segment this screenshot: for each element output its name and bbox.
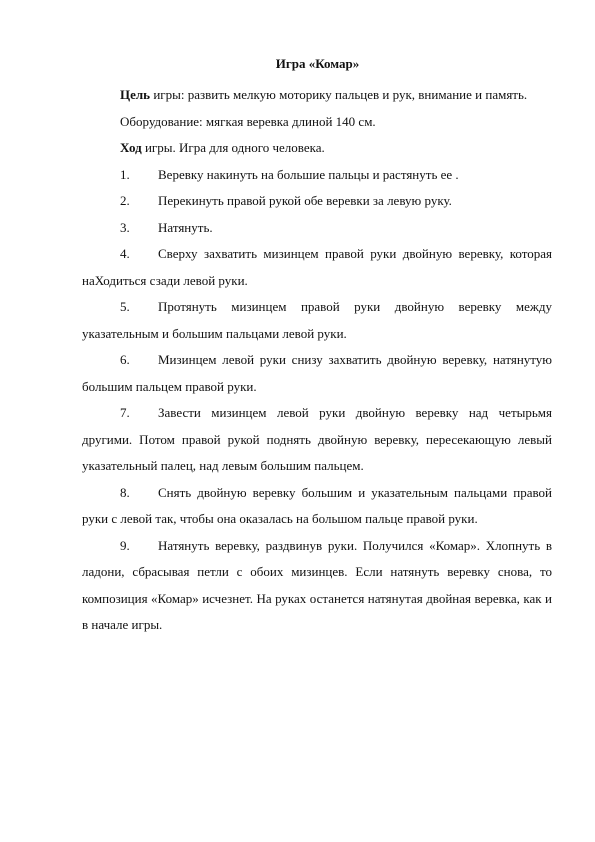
step-text: Веревку накинуть на большие пальцы и растянуть ее . xyxy=(158,166,459,182)
step-item xyxy=(82,480,552,533)
goal-paragraph xyxy=(82,82,552,109)
procedure-text: игры. Игра для одного человека. xyxy=(141,140,325,155)
document-title: Игра «Комар» xyxy=(275,56,360,71)
step-text: Натянуть. xyxy=(158,219,213,235)
step-item xyxy=(82,400,552,480)
step-number: 1. xyxy=(120,166,130,182)
step-text: Снять двойную веревку большим и указательным пальцами правой руки с левой так, чтобы она оказалась на большом пальце правой руки. xyxy=(82,484,552,526)
document-body xyxy=(82,82,552,639)
step-text: Мизинцем левой руки снизу захватить двойную веревку, натянутую большим пальцем правой руки. xyxy=(82,352,552,394)
step-item xyxy=(82,241,552,294)
step-number: 8. xyxy=(120,484,130,500)
step-text: Сверху захватить мизинцем правой руки двойную веревку, которая наХодиться сзади левой руки. xyxy=(82,246,552,288)
step-number: 2. xyxy=(120,193,130,208)
step-text: Завести мизинцем левой руки двойную веревку над четырьмя другими. Потом правой рукой поднять двойную веревку, пересекающую левый указательный палец, над левым большим пальцем. xyxy=(82,405,552,473)
step-number: 6. xyxy=(120,352,130,367)
goal-label: Цель xyxy=(120,87,151,102)
equipment-paragraph: Оборудование: мягкая веревка длиной 140 см. xyxy=(120,113,376,129)
step-number: 3. xyxy=(120,219,130,235)
step-item xyxy=(82,215,552,242)
step-item xyxy=(82,533,552,639)
step-number: 9. xyxy=(120,537,130,553)
step-item xyxy=(82,188,552,215)
step-item xyxy=(82,162,552,189)
step-item xyxy=(82,347,552,400)
procedure-label: Ход xyxy=(120,140,142,155)
step-item xyxy=(82,294,552,347)
step-number: 7. xyxy=(120,405,130,420)
step-text: Протянуть мизинцем правой руки двойную веревку между указательным и большим пальцами левой руки. xyxy=(82,299,552,341)
step-number: 5. xyxy=(120,299,130,314)
procedure-paragraph xyxy=(82,135,552,162)
goal-text: игры: развить мелкую моторику пальцев и рук, внимание и память. xyxy=(150,87,528,102)
step-text: Перекинуть правой рукой обе веревки за левую руку. xyxy=(158,193,452,208)
step-text: Натянуть веревку, раздвинув руки. Получился «Комар». Хлопнуть в ладони, сбрасывая петли с обоих мизинцев. Если натянуть веревку снова, то композиция «Комар» исчезнет. На руках останется натянутая двойная веревка, как и в начале игры. xyxy=(82,537,552,632)
step-number: 4. xyxy=(120,246,130,261)
